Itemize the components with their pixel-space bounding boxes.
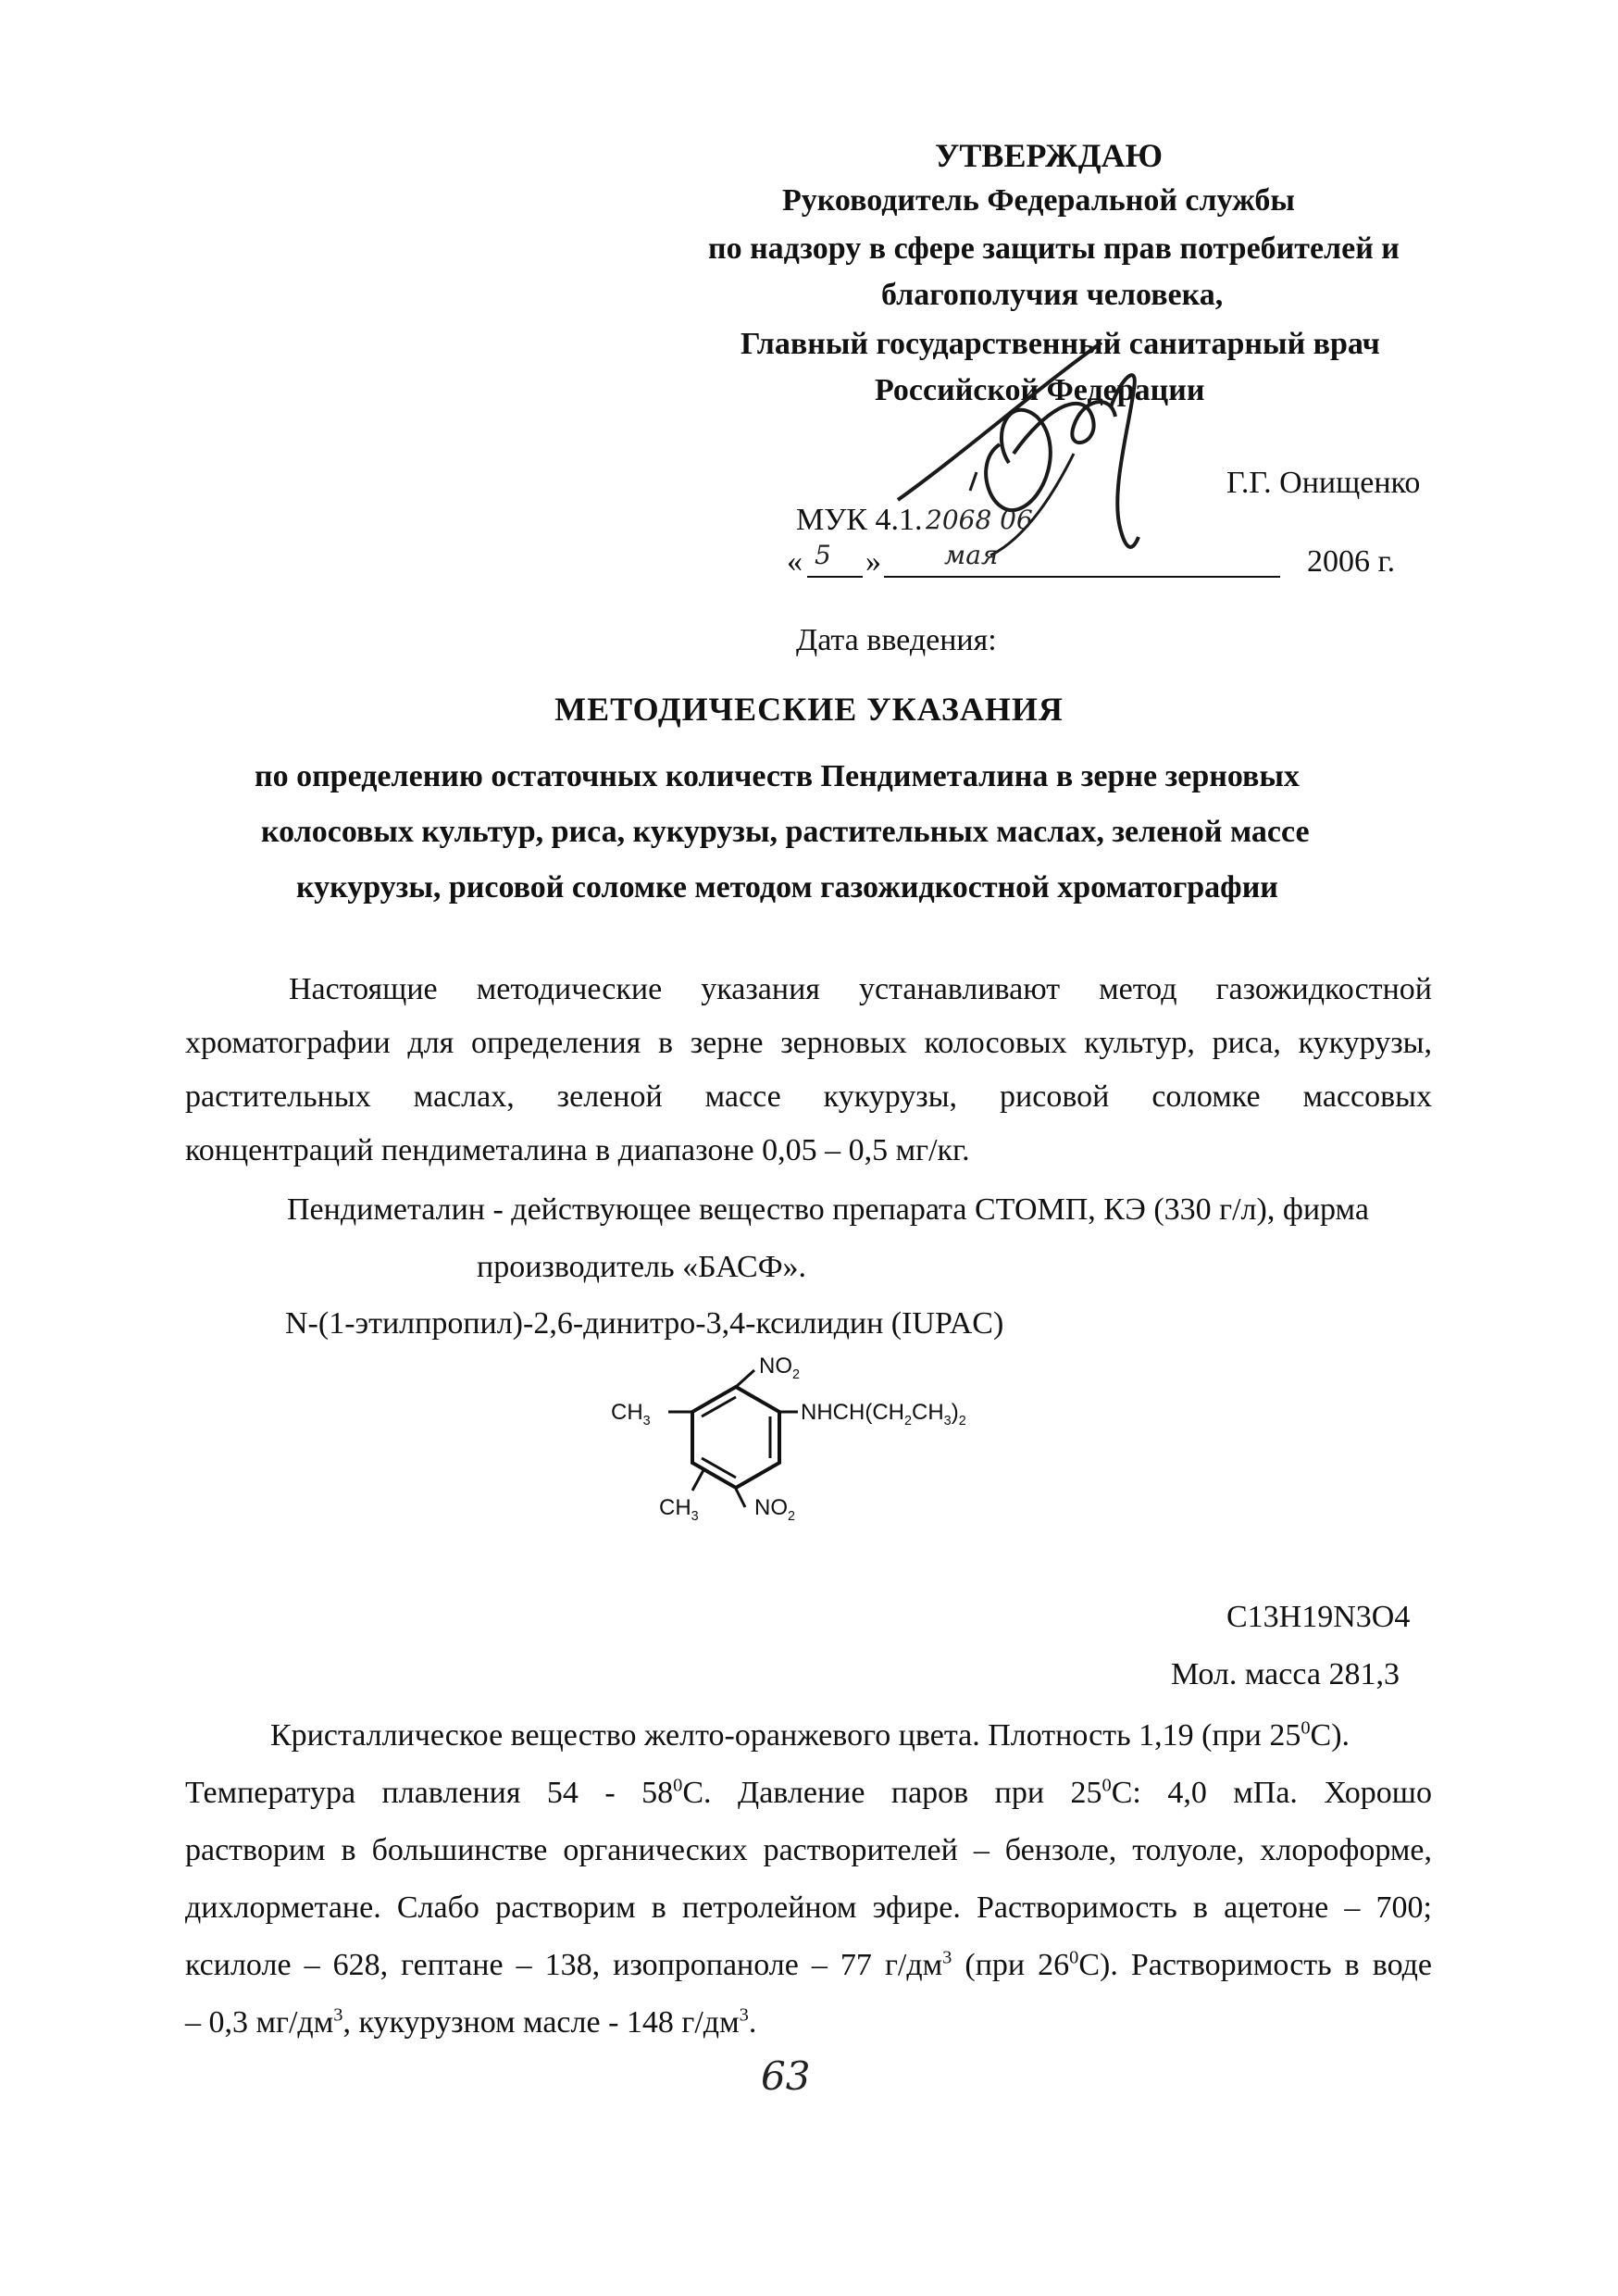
para1-line-2: хроматографии для определения в зерне зерновых колосовых культур, риса, кукурузы, — [185, 1026, 1432, 1060]
nh-sub2: 3 — [943, 1413, 952, 1429]
structure-ch3-bottom — [659, 1495, 699, 1524]
props-line-1 — [270, 1717, 1350, 1753]
para1-line-3: растительных маслах, зеленой массе кукурузы, рисовой соломке массовых — [185, 1079, 1432, 1114]
props-line-5 — [185, 1947, 1432, 1982]
nh-sub1: 2 — [903, 1413, 912, 1429]
props-line-1-b: C). — [1310, 1718, 1350, 1753]
date-year: 2006 г. — [1307, 544, 1396, 579]
approval-line-5: Российской Федерации — [875, 373, 1205, 407]
approval-line-4: Главный государственный санитарный врач — [741, 327, 1380, 361]
page-number: 63 — [761, 2053, 811, 2099]
props-line-6-b: , кукурузном масле - 148 г/дм — [342, 2005, 740, 2040]
doc-subtitle-line-3: кукурузы, рисовой соломке методом газожидкостной хроматографии — [296, 870, 1278, 905]
nh-mid-text: CH — [912, 1400, 944, 1425]
deg-sup-3: 0 — [1101, 1775, 1112, 1796]
no2-bottom-sub: 2 — [788, 1508, 796, 1524]
deg-sup-4: 0 — [1069, 1947, 1079, 1968]
formula: C13H19N3O4 — [1226, 1600, 1411, 1634]
ch3-left-sub: 3 — [642, 1413, 651, 1429]
structure-no2-bottom — [754, 1495, 796, 1524]
doc-subtitle-line-1: по определению остаточных количеств Пендиметалина в зерне зерновых — [255, 759, 1300, 793]
no2-bottom-text: NO — [754, 1495, 788, 1520]
props-line-2-b: С. Давление паров при 25 — [682, 1776, 1102, 1810]
signature-image — [889, 306, 1194, 583]
approval-line-1: Руководитель Федеральной службы — [782, 183, 1295, 218]
doc-subtitle-line-2: колосовых культур, риса, кукурузы, растительных маслах, зеленой массе — [261, 815, 1310, 849]
structure-nh-group — [801, 1400, 966, 1429]
structure-ch3-left — [611, 1400, 651, 1429]
props-line-6 — [185, 2004, 757, 2040]
date-day-line — [807, 576, 863, 578]
props-line-5-c: С). Растворимость в воде — [1078, 1948, 1432, 1982]
doc-title: МЕТОДИЧЕСКИЕ УКАЗАНИЯ — [554, 691, 1064, 728]
intro-date-label: Дата введения: — [796, 623, 997, 657]
props-line-1-a: Кристаллическое вещество желто-оранжевого цвета. Плотность 1,19 (при 25 — [270, 1718, 1301, 1753]
ch3-bottom-text: CH — [659, 1495, 691, 1520]
props-line-2-c: С: 4,0 мПа. Хорошо — [1111, 1776, 1432, 1810]
props-line-6-a: – 0,3 мг/дм — [185, 2005, 334, 2040]
nh-group-text: NHCH(CH — [801, 1400, 904, 1425]
molar-mass: Мол. масса 281,3 — [1171, 1657, 1400, 1691]
date-close-quote: » — [865, 544, 881, 579]
date-month: мая — [944, 540, 999, 570]
ch3-bottom-sub: 3 — [691, 1508, 699, 1524]
props-line-5-b: (при 26 — [952, 1948, 1070, 1982]
no2-top-text: NO — [759, 1354, 792, 1379]
nh-close-text: ) — [951, 1400, 959, 1425]
para1-line-4: концентраций пендиметалина в диапазоне 0,05 – 0,5 мг/кг. — [185, 1133, 970, 1167]
props-line-4: дихлорметане. Слабо растворим в петролейном эфире. Растворимость в ацетоне – 700; — [185, 1890, 1432, 1925]
ch3-left-text: CH — [611, 1400, 643, 1425]
muk-handwritten: 2068 06 — [926, 505, 1033, 535]
cube-sup-1: 3 — [942, 1947, 952, 1968]
signatory-name: Г.Г. Онищенко — [1226, 466, 1421, 500]
props-line-2-a: Температура плавления 54 - 58 — [185, 1776, 674, 1810]
props-line-3: растворим в большинстве органических растворителей – бензоле, толуоле, хлороформе, — [185, 1833, 1432, 1867]
no2-top-sub: 2 — [792, 1366, 801, 1382]
date-day: 5 — [815, 540, 831, 570]
props-line-6-c: . — [748, 2005, 757, 2040]
para2-line-2: производитель «БАСФ». — [477, 1250, 807, 1284]
cube-sup-3: 3 — [739, 2004, 749, 2026]
muk-prefix: МУК 4.1. — [796, 503, 923, 537]
approval-line-2: по надзору в сфере защиты прав потребителей и — [708, 231, 1400, 266]
cube-sup-2: 3 — [333, 2004, 343, 2026]
iupac-name: N-(1-этилпропил)-2,6-динитро-3,4-ксилидин (IUPAC) — [285, 1306, 1004, 1341]
structure-no2-top — [759, 1354, 801, 1382]
para1-line-1: Настоящие методические указания устанавливают метод газожидкостной — [289, 972, 1432, 1006]
nh-sub3: 2 — [958, 1413, 966, 1429]
approval-title: УТВЕРЖДАЮ — [935, 137, 1164, 174]
date-open-quote: « — [787, 544, 803, 579]
deg-sup-1: 0 — [1301, 1717, 1311, 1739]
para2-line-1: Пендиметалин - действующее вещество препарата СТОМП, КЭ (330 г/л), фирма — [287, 1192, 1369, 1227]
props-line-5-a: ксилоле – 628, гептане – 138, изопропаноле – 77 г/дм — [185, 1948, 943, 1982]
date-month-line — [884, 576, 1280, 578]
props-line-2 — [185, 1775, 1432, 1810]
deg-sup-2: 0 — [673, 1775, 683, 1796]
approval-line-3: благополучия человека, — [881, 278, 1224, 312]
